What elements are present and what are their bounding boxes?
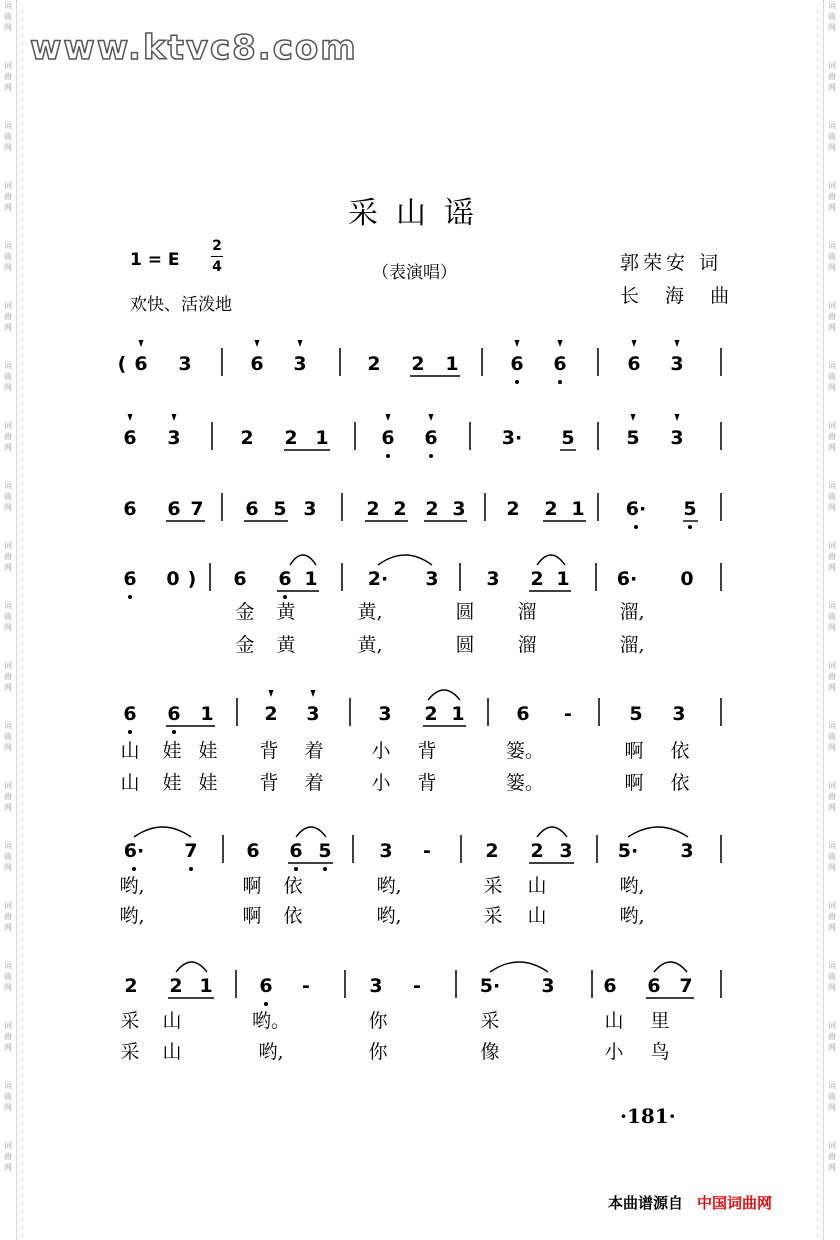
- lyric: 山: [162, 1041, 182, 1063]
- side-label: 词 曲 网: [4, 841, 12, 872]
- side-label: 词 曲 网: [4, 1, 12, 32]
- note: 6: [603, 975, 617, 997]
- side-label: 词 曲 网: [828, 1, 836, 32]
- side-label: 词 曲 网: [828, 721, 836, 752]
- note: 3: [178, 353, 192, 375]
- note: -: [564, 703, 572, 725]
- side-label: 词 曲 网: [4, 421, 12, 452]
- side-label: 词 曲 网: [4, 481, 12, 512]
- lyric: 哟,: [376, 905, 402, 927]
- lyric: 溜: [517, 634, 537, 656]
- note: 2: [284, 427, 298, 449]
- lyric: 圆: [455, 601, 475, 623]
- lyric: 背: [417, 772, 437, 794]
- side-label: 词 曲 网: [828, 661, 836, 692]
- side-label: 词 曲 网: [828, 841, 836, 872]
- lyric: 娃: [198, 772, 218, 794]
- lyric: 娃: [162, 740, 182, 762]
- slur: [628, 827, 688, 837]
- lyric: 溜,: [619, 601, 645, 623]
- note: 2: [264, 703, 278, 725]
- lyric: 小: [371, 740, 391, 762]
- low-octave-dot: [688, 525, 692, 529]
- lyric: 背: [259, 772, 279, 794]
- side-label: 词 曲 网: [4, 361, 12, 392]
- note: 6: [381, 427, 395, 449]
- accent-mark: [298, 340, 303, 347]
- lyric: 你: [368, 1010, 388, 1032]
- accent-mark: [675, 414, 680, 421]
- note: -: [413, 975, 421, 997]
- accent-mark: [311, 690, 316, 697]
- composer-credit: 长 海 曲: [620, 285, 740, 307]
- note: 6: [167, 703, 181, 725]
- side-label: 词 曲 网: [4, 721, 12, 752]
- side-label: 词 曲 网: [828, 961, 836, 992]
- slur: [490, 962, 548, 972]
- lyric: 着: [304, 740, 324, 762]
- side-label: 词 曲 网: [828, 1021, 836, 1052]
- note: -: [302, 975, 310, 997]
- note: 2: [393, 498, 407, 520]
- lyric: 哟,: [619, 875, 645, 897]
- side-label: 词 曲 网: [4, 241, 12, 272]
- note: 5: [683, 498, 697, 520]
- side-label: 词 曲 网: [828, 301, 836, 332]
- lyric: 娃: [198, 740, 218, 762]
- lyric: 篓。: [505, 740, 545, 762]
- lyric: 黄: [276, 601, 296, 623]
- note: 2: [366, 498, 380, 520]
- note: 7: [190, 498, 204, 520]
- accent-mark: [172, 414, 177, 421]
- note: 6: [134, 353, 148, 375]
- note: 2: [240, 427, 254, 449]
- note: 1: [556, 568, 570, 590]
- side-label: 词 曲 网: [828, 241, 836, 272]
- note: 3: [541, 975, 555, 997]
- song-title: 采山谣: [348, 196, 492, 231]
- note: 3: [379, 840, 393, 862]
- note: 3: [167, 427, 181, 449]
- note: 3: [452, 498, 466, 520]
- note: 3: [293, 353, 307, 375]
- note: 5: [561, 427, 575, 449]
- note: 3: [378, 703, 392, 725]
- side-label: 词 曲 网: [828, 901, 836, 932]
- side-label: 词 曲 网: [828, 421, 836, 452]
- lyric: 背: [417, 740, 437, 762]
- note: 3: [425, 568, 439, 590]
- note: 6: [510, 353, 524, 375]
- note: 3: [670, 353, 684, 375]
- note: 2: [506, 498, 520, 520]
- side-label: 词 曲 网: [828, 541, 836, 572]
- lyric: 依: [670, 772, 690, 794]
- lyric: 鸟: [650, 1041, 670, 1063]
- lyric: 采: [483, 905, 503, 927]
- lyric: 里: [650, 1010, 670, 1032]
- note: 6: [250, 353, 264, 375]
- note: 5: [626, 427, 640, 449]
- lyric: 溜: [517, 601, 537, 623]
- note: 7: [184, 840, 198, 862]
- low-octave-dot: [294, 867, 298, 871]
- lyric: 啊: [242, 905, 262, 927]
- lyric: 小: [604, 1041, 624, 1063]
- accent-mark: [128, 414, 133, 421]
- lyric: 山: [162, 1010, 182, 1032]
- lyric: 着: [304, 772, 324, 794]
- accent-mark: [631, 414, 636, 421]
- side-label: 词 曲 网: [4, 541, 12, 572]
- meter-top: 2: [212, 238, 222, 254]
- note: 6: [289, 840, 303, 862]
- lyric: 山: [120, 772, 140, 794]
- note: 6: [233, 568, 247, 590]
- note: 6: [167, 498, 181, 520]
- lyric: 哟,: [119, 875, 145, 897]
- note: 5: [273, 498, 287, 520]
- accent-mark: [632, 340, 637, 347]
- accent-mark: [558, 340, 563, 347]
- side-label: 词 曲 网: [828, 781, 836, 812]
- note: 3: [559, 840, 573, 862]
- slur: [654, 962, 687, 972]
- note: 1: [199, 975, 213, 997]
- lyric: 哟,: [119, 905, 145, 927]
- low-octave-dot: [264, 1002, 268, 1006]
- lyric: 黄,: [357, 601, 383, 623]
- slur: [290, 555, 316, 565]
- lyric: 依: [283, 875, 303, 897]
- low-octave-dot: [172, 730, 176, 734]
- side-label: 词 曲 网: [4, 661, 12, 692]
- low-octave-dot: [515, 380, 519, 384]
- page-number: ·181·: [620, 1104, 676, 1128]
- side-label: 词 曲 网: [4, 961, 12, 992]
- side-label: 词 曲 网: [4, 301, 12, 332]
- lyric: 圆: [455, 634, 475, 656]
- accent-mark: [255, 340, 260, 347]
- note: 5·: [617, 840, 639, 862]
- meter-bottom: 4: [212, 259, 222, 275]
- side-label: 词 曲 网: [4, 901, 12, 932]
- note: (: [117, 353, 127, 375]
- lyric: 依: [283, 905, 303, 927]
- note: 1: [304, 568, 318, 590]
- side-label: 词 曲 网: [4, 781, 12, 812]
- note: 6: [123, 498, 137, 520]
- site-watermark: www.ktvc8.com: [30, 28, 358, 68]
- note: 3: [306, 703, 320, 725]
- low-octave-dot: [283, 595, 287, 599]
- low-octave-dot: [132, 867, 136, 871]
- side-label: 词 曲 网: [4, 61, 12, 92]
- side-label: 词 曲 网: [828, 181, 836, 212]
- note: 6: [553, 353, 567, 375]
- lyric: 小: [371, 772, 391, 794]
- lyricist-credit: 郭荣安 词: [620, 252, 723, 274]
- lyric: 山: [527, 905, 547, 927]
- low-octave-dot: [429, 454, 433, 458]
- note: 7: [679, 975, 693, 997]
- side-label: 词 曲 网: [828, 361, 836, 392]
- source-credit: [608, 1192, 772, 1213]
- side-label: 词 曲 网: [4, 1021, 12, 1052]
- source-site: 中国词曲网: [697, 1194, 773, 1212]
- note: 2: [411, 353, 425, 375]
- note: 6: [278, 568, 292, 590]
- accent-mark: [515, 340, 520, 347]
- note: 2: [544, 498, 558, 520]
- note: 2: [485, 840, 499, 862]
- note: 1: [315, 427, 329, 449]
- side-label: 词 曲 网: [4, 601, 12, 632]
- note: 6: [424, 427, 438, 449]
- lyric: 啊: [624, 772, 644, 794]
- note: 5·: [479, 975, 501, 997]
- side-label: 词 曲 网: [828, 1081, 836, 1112]
- lyric: 哟,: [376, 875, 402, 897]
- accent-mark: [386, 414, 391, 421]
- source-label: 本曲谱源自: [608, 1194, 684, 1212]
- low-octave-dot: [128, 595, 132, 599]
- note: 3: [303, 498, 317, 520]
- note: 6: [123, 568, 137, 590]
- note: 5: [629, 703, 643, 725]
- note: 6: [647, 975, 661, 997]
- accent-mark: [269, 690, 274, 697]
- lyric: 山: [120, 740, 140, 762]
- note: 3: [486, 568, 500, 590]
- note: 6: [259, 975, 273, 997]
- note: 6·: [625, 498, 647, 520]
- note: 6: [245, 498, 259, 520]
- note: 2: [367, 353, 381, 375]
- note: 3: [670, 427, 684, 449]
- slur: [296, 827, 326, 837]
- note: 2: [425, 498, 439, 520]
- lyric: 溜,: [619, 634, 645, 656]
- note: -: [423, 840, 431, 862]
- lyric: 采: [483, 875, 503, 897]
- note: 6: [246, 840, 260, 862]
- side-label: 词 曲 网: [4, 1081, 12, 1112]
- low-octave-dot: [128, 730, 132, 734]
- lyric: 采: [480, 1010, 500, 1032]
- lyric: 黄,: [357, 634, 383, 656]
- note: 6·: [616, 568, 638, 590]
- note: 2: [124, 975, 138, 997]
- note: 2: [424, 703, 438, 725]
- note: 2: [530, 840, 544, 862]
- slur: [537, 555, 565, 565]
- lyric: 山: [604, 1010, 624, 1032]
- lyric: 采: [120, 1041, 140, 1063]
- lyric: 金: [235, 634, 255, 656]
- lyric: 篓。: [505, 772, 545, 794]
- note: 5: [318, 840, 332, 862]
- note: 6: [123, 427, 137, 449]
- lyric: 像: [480, 1041, 500, 1063]
- note: 2·: [367, 568, 389, 590]
- performance-style: （表演唱）: [372, 263, 457, 283]
- side-label: 词 曲 网: [828, 1141, 836, 1172]
- lyric: 依: [670, 740, 690, 762]
- lyric: 哟,: [258, 1041, 284, 1063]
- lyric: 娃: [162, 772, 182, 794]
- lyric: 你: [368, 1041, 388, 1063]
- tempo-marking: 欢快、活泼地: [130, 295, 232, 315]
- lyric: 啊: [242, 875, 262, 897]
- note: ): [187, 568, 197, 590]
- slur: [134, 827, 191, 837]
- low-octave-dot: [386, 454, 390, 458]
- side-label: 词 曲 网: [828, 481, 836, 512]
- side-label: 词 曲 网: [828, 61, 836, 92]
- side-label: 词 曲 网: [828, 121, 836, 152]
- low-octave-dot: [323, 867, 327, 871]
- lyric: 金: [235, 601, 255, 623]
- note: 3·: [501, 427, 523, 449]
- lyric: 哟。: [251, 1010, 291, 1032]
- note: 3: [672, 703, 686, 725]
- note: 3: [680, 840, 694, 862]
- slur: [537, 827, 567, 837]
- lyric: 背: [259, 740, 279, 762]
- lyric: 啊: [624, 740, 644, 762]
- lyric: 哟,: [619, 905, 645, 927]
- side-label: 词 曲 网: [4, 1141, 12, 1172]
- lyric: 采: [120, 1010, 140, 1032]
- low-octave-dot: [189, 867, 193, 871]
- note: 3: [369, 975, 383, 997]
- note: 6·: [123, 840, 145, 862]
- note: 2: [169, 975, 183, 997]
- side-label: 词 曲 网: [4, 121, 12, 152]
- side-label: 词 曲 网: [4, 181, 12, 212]
- note: 2: [530, 568, 544, 590]
- slur: [176, 962, 207, 972]
- note: 0: [166, 568, 180, 590]
- low-octave-dot: [634, 525, 638, 529]
- low-octave-dot: [558, 380, 562, 384]
- note: 1: [200, 703, 214, 725]
- slur: [378, 555, 432, 565]
- note: 1: [445, 353, 459, 375]
- note: 6: [627, 353, 641, 375]
- lyric: 黄: [276, 634, 296, 656]
- key-signature: 1 = E: [130, 250, 180, 270]
- accent-mark: [429, 414, 434, 421]
- lyric: 山: [527, 875, 547, 897]
- accent-mark: [139, 340, 144, 347]
- side-label: 词 曲 网: [828, 601, 836, 632]
- note: 1: [451, 703, 465, 725]
- note: 0: [680, 568, 694, 590]
- note: 6: [516, 703, 530, 725]
- note: 1: [571, 498, 585, 520]
- note: 6: [123, 703, 137, 725]
- accent-mark: [675, 340, 680, 347]
- slur: [428, 690, 460, 700]
